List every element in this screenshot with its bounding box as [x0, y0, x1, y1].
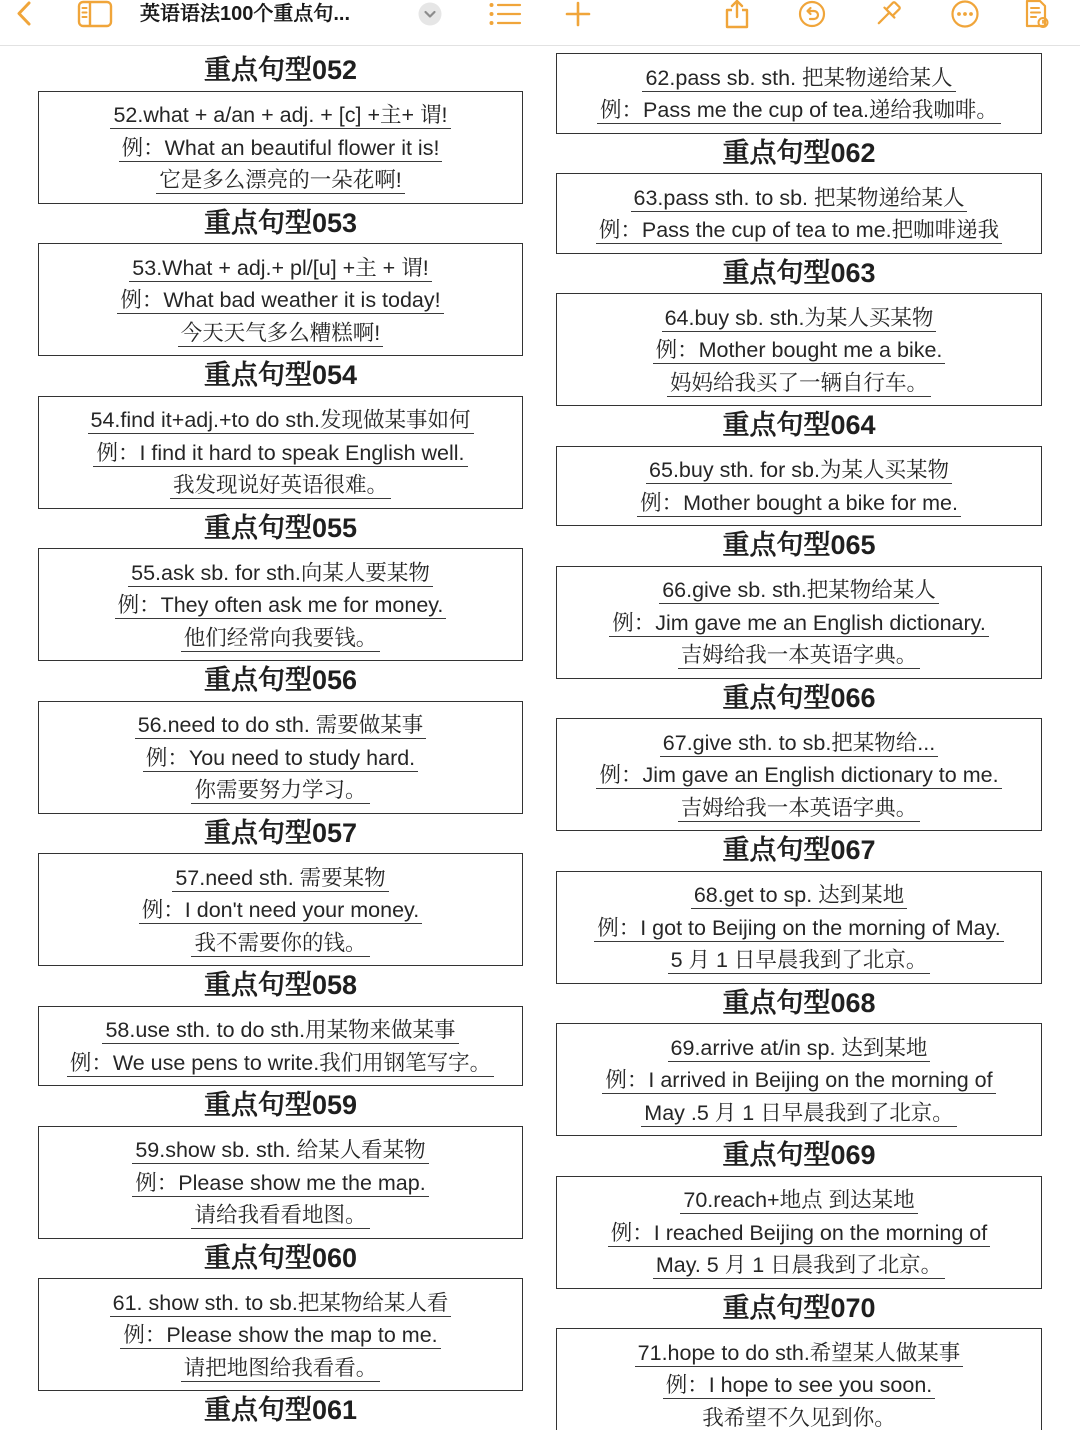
pattern-example: 他们经常向我要钱。 [181, 625, 381, 652]
pattern-line-row [559, 1216, 1039, 1249]
pattern-line-row [41, 1013, 520, 1046]
pattern-line-row [559, 1063, 1039, 1096]
pattern-box [556, 871, 1042, 984]
pattern-line-row [41, 316, 520, 349]
pattern-line-row [41, 893, 520, 926]
pattern-example: 请给我看看地图。 [191, 1202, 369, 1229]
pattern-line-row [559, 1248, 1039, 1281]
pattern-line-row [559, 453, 1039, 486]
pattern-line-row [559, 1031, 1039, 1064]
pattern-rule: 56.need to do sth. 需要做某事 [135, 712, 427, 739]
pattern-line-row [559, 366, 1039, 399]
pattern-line-row [559, 1401, 1039, 1430]
pattern-heading: 重点句型054 [203, 360, 358, 390]
pattern-box [38, 853, 523, 966]
markup-tool-button[interactable] [873, 0, 903, 28]
pattern-line-row [41, 1046, 520, 1079]
pattern-rule: 68.get to sp. 达到某地 [691, 882, 907, 909]
pattern-line-row [559, 943, 1039, 976]
pattern-box [38, 396, 523, 509]
bullet-list-icon [488, 0, 522, 28]
document-info-button[interactable] [1024, 0, 1050, 28]
pattern-line-row [41, 773, 520, 806]
pattern-example: 我发现说好英语很难。 [170, 472, 391, 499]
pattern-example: 例：Pass me the cup of tea.递给我咖啡。 [597, 97, 1001, 124]
pattern-line-row [41, 251, 520, 284]
pattern-heading: 重点句型052 [203, 55, 358, 85]
pattern-heading: 重点句型065 [722, 530, 876, 560]
pattern-example: 例：Jim gave me an English dictionary. [609, 610, 989, 637]
pattern-rule: 63.pass sth. to sb. 把某物递给某人 [631, 185, 968, 212]
more-circle-icon [951, 0, 979, 28]
pattern-box [38, 91, 523, 204]
pattern-rule: 54.find it+adj.+to do sth.发现做某事如何 [88, 407, 474, 434]
pattern-rule: 57.need sth. 需要某物 [172, 865, 388, 892]
pattern-line-row [559, 726, 1039, 759]
pattern-example: 例：I arrived in Beijing on the morning of [602, 1067, 995, 1094]
pattern-heading: 重点句型067 [722, 835, 876, 865]
pattern-example: 妈妈给我买了一辆自行车。 [667, 370, 931, 397]
pattern-line-row [559, 486, 1039, 519]
pattern-box [38, 1278, 523, 1391]
pattern-line-row [41, 588, 520, 621]
right-column [556, 53, 1042, 1430]
pattern-rule: 69.arrive at/in sp. 达到某地 [668, 1035, 931, 1062]
pattern-line-row [41, 861, 520, 894]
pattern-line-row [559, 791, 1039, 824]
pattern-rule: 52.what + a/an + adj. + [c] +主+ 谓! [110, 102, 450, 129]
pattern-line-row [559, 301, 1039, 334]
sidebar-icon [77, 0, 113, 28]
pattern-example: 例：Pass the cup of tea to me.把咖啡递我 [596, 217, 1002, 244]
pattern-box [556, 446, 1042, 527]
pattern-example: May. 5 月 1 日晨我到了北京。 [653, 1252, 945, 1279]
pattern-rule: 53.What + adj.+ pl/[u] +主 + 谓! [129, 255, 431, 282]
pattern-line-row [41, 131, 520, 164]
pattern-line-row [41, 436, 520, 469]
pattern-line-row [41, 926, 520, 959]
pattern-heading: 重点句型059 [203, 1090, 358, 1120]
left-column [38, 51, 523, 1431]
pattern-line-row [41, 1198, 520, 1231]
pattern-example: 你需要努力学习。 [191, 777, 369, 804]
pattern-box [556, 566, 1042, 679]
pattern-example: 例：Please show me the map. [132, 1170, 428, 1197]
chevron-left-icon [12, 0, 38, 28]
pattern-example: 例：Jim gave an English dictionary to me. [596, 762, 1001, 789]
pattern-line-row [559, 573, 1039, 606]
pattern-line-row [559, 181, 1039, 214]
pattern-rule: 71.hope to do sth.希望某人做某事 [635, 1340, 964, 1367]
pattern-example: 例：We use pens to write.我们用钢笔写字。 [67, 1050, 494, 1077]
pattern-box [38, 701, 523, 814]
pattern-line-row [41, 556, 520, 589]
sidebar-toggle-button[interactable] [77, 0, 113, 28]
note-body[interactable] [0, 46, 1080, 1440]
plus-icon [565, 0, 591, 28]
pattern-line-row [41, 1351, 520, 1384]
pattern-heading: 重点句型057 [203, 817, 358, 848]
chevron-down-circle-icon [418, 2, 442, 26]
pattern-line-row [41, 1166, 520, 1199]
pattern-box [556, 293, 1042, 406]
pattern-heading: 重点句型066 [722, 682, 876, 713]
pattern-heading: 重点句型055 [203, 512, 358, 543]
pattern-line-row [559, 878, 1039, 911]
title-menu-button[interactable] [418, 0, 442, 28]
pattern-line-row [559, 213, 1039, 246]
share-button[interactable] [723, 0, 751, 28]
pattern-example: 今天天气多么糟糕啊! [178, 320, 383, 347]
pattern-heading: 重点句型053 [203, 207, 358, 238]
pattern-heading: 重点句型070 [722, 1292, 876, 1323]
document-icon [1024, 0, 1050, 29]
pattern-rule: 65.buy sth. for sb.为某人买某物 [646, 457, 952, 484]
pattern-heading: 重点句型058 [203, 970, 358, 1000]
pattern-rule: 67.give sth. to sb.把某物给... [660, 730, 938, 757]
pattern-rule: 70.reach+地点 到达某地 [680, 1187, 917, 1214]
pattern-example: 例：They often ask me for money. [115, 592, 447, 619]
pattern-example: 它是多么漂亮的一朵花啊! [156, 167, 404, 194]
pattern-box [556, 173, 1042, 254]
pattern-box [556, 1023, 1042, 1136]
pattern-box [556, 1176, 1042, 1289]
pattern-line-row [41, 1133, 520, 1166]
pattern-line-row [41, 708, 520, 741]
pattern-example: 例：What an beautiful flower it is! [119, 135, 443, 162]
pattern-box [38, 548, 523, 661]
pattern-example: 例：I reached Beijing on the morning of [608, 1220, 990, 1247]
pattern-line-row [41, 741, 520, 774]
pattern-line-row [559, 1096, 1039, 1129]
pattern-example: May .5 月 1 日早晨我到了北京。 [641, 1100, 956, 1127]
pattern-line-row [41, 468, 520, 501]
pattern-line-row [41, 98, 520, 131]
pattern-line-row [41, 621, 520, 654]
pattern-line-row [559, 638, 1039, 671]
pattern-box [556, 1328, 1042, 1430]
pattern-example: 例：What bad weather it is today! [117, 287, 443, 314]
more-button[interactable] [951, 0, 979, 28]
share-icon [723, 0, 751, 29]
pattern-heading: 重点句型061 [203, 1395, 358, 1425]
pattern-example: 例：I find it hard to speak English well. [93, 440, 467, 467]
pattern-example: 例：I don't need your money. [139, 897, 422, 924]
pattern-example: 请把地图给我看看。 [181, 1355, 381, 1382]
pattern-line-row [559, 758, 1039, 791]
undo-button[interactable] [798, 0, 826, 28]
pattern-box [38, 1006, 523, 1087]
pattern-rule: 58.use sth. to do sth.用某物来做某事 [102, 1017, 458, 1044]
pattern-rule: 66.give sb. sth.把某物给某人 [659, 577, 939, 604]
pattern-heading: 重点句型062 [722, 137, 876, 168]
pattern-heading: 重点句型056 [203, 665, 358, 695]
pattern-line-row [559, 1368, 1039, 1401]
pattern-line-row [559, 1183, 1039, 1216]
pattern-line-row [41, 403, 520, 436]
pattern-line-row [41, 1318, 520, 1351]
pattern-example: 例：Mother bought a bike for me. [637, 490, 961, 517]
pattern-example: 例：I hope to see you soon. [663, 1372, 936, 1399]
undo-icon [798, 0, 826, 28]
pattern-example: 5 月 1 日早晨我到了北京。 [668, 947, 931, 974]
pattern-line-row [559, 333, 1039, 366]
pattern-example: 例：I got to Beijing on the morning of May. [594, 915, 1004, 942]
pattern-box [556, 53, 1042, 134]
pattern-rule: 55.ask sb. for sth.向某人要某物 [128, 560, 433, 587]
pattern-heading: 重点句型069 [722, 1140, 876, 1170]
pattern-line-row [559, 911, 1039, 944]
pattern-rule: 59.show sb. sth. 给某人看某物 [132, 1137, 428, 1164]
pattern-box [556, 718, 1042, 831]
add-button[interactable] [565, 0, 591, 28]
pattern-box [38, 1126, 523, 1239]
pattern-example: 吉姆给我一本英语字典。 [678, 795, 921, 822]
pattern-heading: 重点句型060 [203, 1242, 358, 1273]
pattern-heading: 重点句型068 [722, 987, 876, 1018]
pattern-example: 例：Mother bought me a bike. [653, 337, 946, 364]
pattern-line-row [41, 163, 520, 196]
pattern-line-row [559, 93, 1039, 126]
pattern-example: 我不需要你的钱。 [191, 930, 369, 957]
markup-tool-icon [873, 0, 903, 29]
pattern-example: 吉姆给我一本英语字典。 [678, 642, 921, 669]
pattern-box [38, 243, 523, 356]
pattern-line-row [41, 283, 520, 316]
pattern-example: 例：Please show the map to me. [120, 1322, 440, 1349]
back-button[interactable] [12, 0, 38, 28]
top-toolbar [0, 0, 1080, 46]
pattern-example: 例：You need to study hard. [143, 745, 418, 772]
pattern-example: 我希望不久见到你。 [699, 1405, 899, 1430]
note-title[interactable]: 英语语法100个重点句... [140, 3, 351, 25]
pattern-rule: 62.pass sb. sth. 把某物递给某人 [642, 65, 955, 92]
pattern-line-row [41, 1286, 520, 1319]
pattern-rule: 61. show sth. to sb.把某物给某人看 [110, 1290, 452, 1317]
pattern-heading: 重点句型064 [722, 410, 876, 440]
pattern-heading: 重点句型063 [722, 257, 876, 288]
pattern-line-row [559, 1336, 1039, 1369]
pattern-line-row [559, 606, 1039, 639]
pattern-line-row [559, 61, 1039, 94]
outline-list-button[interactable] [488, 0, 522, 28]
pattern-rule: 64.buy sb. sth.为某人买某物 [662, 305, 937, 332]
